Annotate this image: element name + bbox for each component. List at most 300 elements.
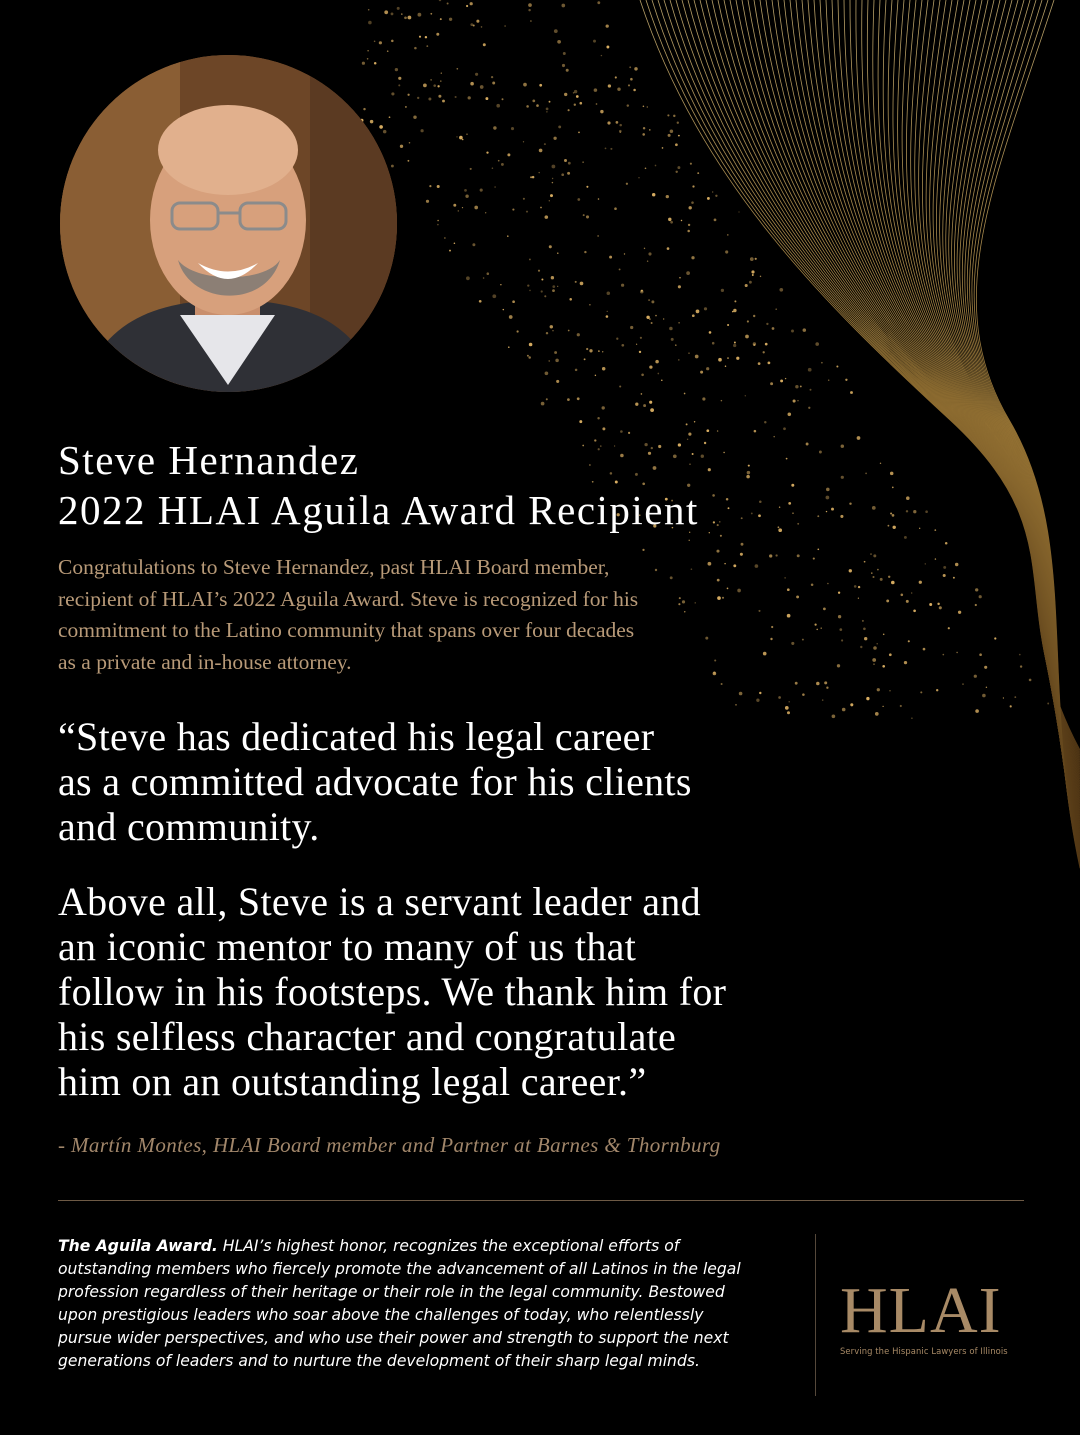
gold-particle xyxy=(493,126,496,129)
gold-particle xyxy=(745,335,749,339)
gold-particle xyxy=(621,344,624,347)
gold-particle xyxy=(709,532,710,533)
gold-particle xyxy=(849,502,851,504)
gold-particle xyxy=(567,172,570,175)
gold-particle xyxy=(646,316,649,319)
gold-particle xyxy=(583,214,585,216)
gold-particle xyxy=(667,114,669,116)
gold-particle xyxy=(541,278,543,280)
gold-particle xyxy=(943,574,946,577)
gold-particle xyxy=(417,97,419,99)
gold-particle xyxy=(900,705,902,707)
gold-particle xyxy=(633,89,636,92)
gold-particle xyxy=(544,143,546,145)
gold-particle xyxy=(568,109,570,111)
gold-particle xyxy=(550,194,553,197)
gold-particle xyxy=(826,496,830,500)
gold-particle xyxy=(479,300,482,303)
gold-particle xyxy=(456,136,457,137)
gold-particle xyxy=(906,600,909,603)
gold-particle xyxy=(532,176,535,179)
gold-particle xyxy=(728,507,730,509)
gold-particle xyxy=(892,514,895,517)
gold-particle xyxy=(526,105,529,108)
gold-particle xyxy=(496,104,500,108)
gold-particle xyxy=(836,365,838,367)
gold-particle xyxy=(419,36,421,38)
gold-particle xyxy=(687,230,690,233)
gold-particle xyxy=(802,693,805,696)
gold-particle xyxy=(607,292,611,296)
gold-particle xyxy=(647,106,648,107)
gold-particle xyxy=(466,276,470,280)
gold-particle xyxy=(536,104,539,107)
gold-particle xyxy=(555,359,559,363)
gold-particle xyxy=(379,125,383,129)
gold-particle xyxy=(766,323,768,325)
gold-particle xyxy=(498,160,500,162)
quote-line: and community. xyxy=(58,804,320,849)
intro-line: as a private and in-house attorney. xyxy=(58,649,352,674)
gold-particle xyxy=(575,281,577,283)
gold-particle xyxy=(691,256,694,259)
gold-particle xyxy=(362,62,365,65)
gold-particle xyxy=(476,20,479,23)
gold-particle xyxy=(882,665,885,668)
gold-particle xyxy=(695,355,699,359)
award-description xyxy=(58,1235,798,1373)
gold-particle xyxy=(541,402,545,406)
gold-particle xyxy=(707,197,710,200)
gold-particle xyxy=(850,703,853,706)
gold-particle xyxy=(655,165,657,167)
gold-particle xyxy=(602,351,603,352)
gold-particle xyxy=(475,73,478,76)
gold-particle xyxy=(456,68,458,70)
gold-particle xyxy=(751,270,754,273)
gold-particle xyxy=(529,258,531,260)
gold-particle xyxy=(721,289,724,292)
gold-particle xyxy=(1003,697,1004,698)
gold-particle xyxy=(686,271,690,275)
gold-particle xyxy=(958,611,961,614)
gold-particle xyxy=(552,289,555,292)
gold-particle xyxy=(549,101,551,103)
vertical-divider xyxy=(815,1234,816,1396)
gold-particle xyxy=(595,375,596,376)
gold-particle xyxy=(678,135,680,137)
gold-particle xyxy=(984,666,987,669)
gold-particle xyxy=(712,342,715,345)
gold-particle xyxy=(384,10,388,14)
gold-particle xyxy=(746,475,750,479)
gold-particle xyxy=(642,549,644,551)
gold-particle xyxy=(686,423,688,425)
gold-particle xyxy=(841,444,844,447)
gold-particle xyxy=(888,525,890,527)
gold-particle xyxy=(886,599,889,602)
gold-particle xyxy=(872,658,876,662)
gold-particle xyxy=(530,20,532,22)
gold-particle xyxy=(566,69,569,72)
gold-particle xyxy=(619,268,621,270)
gold-particle xyxy=(906,510,908,512)
gold-particle xyxy=(575,369,578,372)
gold-particle xyxy=(795,682,798,685)
gold-particle xyxy=(648,299,650,301)
quote-line: “Steve has dedicated his legal career xyxy=(58,714,655,759)
gold-particle xyxy=(563,52,566,55)
gold-particle xyxy=(975,709,979,713)
gold-particle xyxy=(753,342,756,345)
gold-particle xyxy=(552,165,556,169)
gold-particle xyxy=(692,314,695,317)
gold-particle xyxy=(643,127,645,129)
gold-particle xyxy=(643,404,646,407)
gold-particle xyxy=(745,395,746,396)
gold-particle xyxy=(474,206,478,210)
gold-particle xyxy=(913,609,916,612)
gold-particle xyxy=(549,245,552,248)
gold-particle xyxy=(502,98,504,100)
gold-particle xyxy=(492,294,496,298)
quote-line: his selfless character and congratulate xyxy=(58,1014,677,1059)
gold-particle xyxy=(615,76,617,78)
gold-particle xyxy=(678,322,680,324)
gold-particle xyxy=(865,473,867,475)
gold-particle xyxy=(858,586,860,588)
gold-particle xyxy=(487,272,490,275)
gold-particle xyxy=(576,95,579,98)
gold-particle xyxy=(546,108,549,111)
gold-particle xyxy=(395,68,398,71)
gold-particle xyxy=(511,127,514,130)
gold-particle xyxy=(670,129,674,133)
gold-particle xyxy=(480,189,483,192)
gold-particle xyxy=(449,18,452,21)
gold-particle xyxy=(752,274,754,276)
gold-particle xyxy=(573,92,575,94)
gold-particle xyxy=(486,151,488,153)
gold-particle xyxy=(934,529,936,531)
gold-particle xyxy=(791,484,794,487)
gold-particle xyxy=(974,675,977,678)
gold-particle xyxy=(747,471,750,474)
gold-particle xyxy=(870,553,872,555)
gold-particle xyxy=(733,309,736,312)
gold-particle xyxy=(462,139,464,141)
gold-particle xyxy=(561,4,565,8)
gold-particle xyxy=(795,385,798,388)
gold-particle xyxy=(577,198,580,201)
gold-particle xyxy=(890,472,894,476)
gold-particle xyxy=(748,465,750,467)
gold-particle xyxy=(662,147,664,149)
gold-particle xyxy=(589,304,591,306)
gold-particle xyxy=(413,115,416,118)
section-divider xyxy=(58,1200,1024,1201)
gold-particle xyxy=(597,1,600,4)
gold-particle xyxy=(754,430,757,433)
gold-particle xyxy=(426,200,429,203)
gold-particle xyxy=(892,487,894,489)
gold-particle xyxy=(925,563,926,564)
gold-particle xyxy=(880,578,883,581)
recipient-name: Steve Hernandez xyxy=(58,437,360,483)
gold-particle xyxy=(955,563,958,566)
gold-particle xyxy=(504,25,506,27)
gold-particle xyxy=(908,640,910,642)
gold-particle xyxy=(455,96,457,98)
gold-particle xyxy=(561,173,564,176)
gold-particle xyxy=(873,554,876,557)
gold-particle xyxy=(541,290,543,292)
gold-particle xyxy=(956,652,957,653)
gold-particle xyxy=(797,400,799,402)
gold-particle xyxy=(800,385,802,387)
gold-particle xyxy=(418,13,422,17)
gold-particle xyxy=(538,270,540,272)
gold-particle xyxy=(391,13,394,16)
gold-particle xyxy=(770,382,773,385)
gold-particle xyxy=(512,209,514,211)
gold-particle xyxy=(580,282,584,286)
gold-particle xyxy=(408,16,412,20)
gold-particle xyxy=(904,661,907,664)
gold-particle xyxy=(661,380,663,382)
gold-particle xyxy=(389,116,391,118)
gold-particle xyxy=(440,18,442,20)
gold-particle xyxy=(778,696,781,699)
gold-particle xyxy=(600,110,603,113)
gold-particle xyxy=(758,514,761,517)
gold-particle xyxy=(945,542,948,545)
gold-particle xyxy=(430,13,432,15)
gold-particle xyxy=(877,688,880,691)
gold-particle xyxy=(681,220,682,221)
gold-particle xyxy=(678,359,680,361)
gold-particle xyxy=(982,694,986,698)
award-line: pursue wider perspectives, and who use their power and strength to support the next xyxy=(58,1329,729,1347)
gold-particle xyxy=(564,93,567,96)
gold-particle xyxy=(1019,654,1021,656)
quote-line: follow in his footsteps. We thank him for xyxy=(58,969,727,1014)
gold-particle xyxy=(512,300,515,303)
gold-particle xyxy=(610,148,612,150)
gold-particle xyxy=(507,153,510,156)
gold-particle xyxy=(919,581,922,584)
gold-particle xyxy=(509,315,513,319)
gold-particle xyxy=(539,84,542,87)
gold-particle xyxy=(803,328,807,332)
gold-particle xyxy=(485,97,488,100)
gold-particle xyxy=(437,85,439,87)
gold-particle xyxy=(755,258,757,260)
gold-particle xyxy=(578,132,580,134)
gold-particle xyxy=(671,338,674,341)
gold-particle xyxy=(619,130,622,133)
gold-particle xyxy=(810,389,812,391)
gold-particle xyxy=(444,237,445,238)
gold-particle xyxy=(862,620,864,622)
gold-particle xyxy=(943,654,945,656)
gold-particle xyxy=(425,36,427,38)
gold-particle xyxy=(747,320,749,322)
gold-particle xyxy=(433,84,436,87)
gold-particle xyxy=(453,204,456,207)
gold-particle xyxy=(779,288,783,292)
gold-particle xyxy=(617,87,620,90)
gold-particle xyxy=(568,330,570,332)
gold-particle xyxy=(733,344,736,347)
gold-particle xyxy=(577,333,580,336)
gold-particle xyxy=(763,351,765,353)
gold-particle xyxy=(492,167,494,169)
gold-particle xyxy=(975,604,977,606)
gold-particle xyxy=(962,683,963,684)
intro-paragraph xyxy=(58,552,858,678)
gold-particle xyxy=(383,130,387,134)
gold-particle xyxy=(549,200,550,201)
gold-particle xyxy=(866,697,869,700)
gold-particle xyxy=(684,393,686,395)
gold-particle xyxy=(430,79,431,80)
gold-particle xyxy=(401,13,403,15)
gold-particle xyxy=(651,300,654,303)
gold-particle xyxy=(551,276,554,279)
gold-particle xyxy=(552,178,553,179)
gold-particle xyxy=(760,276,761,277)
gold-particle xyxy=(1020,665,1022,667)
gold-particle xyxy=(979,595,982,598)
gold-particle xyxy=(607,311,608,312)
gold-particle xyxy=(640,290,643,293)
gold-particle xyxy=(943,566,946,569)
gold-particle xyxy=(391,92,394,95)
gold-particle xyxy=(727,357,729,359)
gold-particle xyxy=(668,218,671,221)
gold-particle xyxy=(655,360,659,364)
gold-particle xyxy=(935,558,936,559)
gold-particle xyxy=(616,121,619,124)
gold-particle xyxy=(567,398,570,401)
gold-particle xyxy=(739,692,743,696)
gold-particle xyxy=(470,2,473,5)
gold-particle xyxy=(429,185,431,187)
gold-particle xyxy=(785,378,786,379)
gold-particle xyxy=(574,104,576,106)
gold-particle xyxy=(923,648,926,651)
gold-particle xyxy=(808,407,810,409)
gold-particle xyxy=(845,379,847,381)
gold-particle xyxy=(712,494,715,497)
gold-particle xyxy=(367,58,369,60)
gold-particle xyxy=(948,627,950,629)
gold-particle xyxy=(641,393,643,395)
gold-particle xyxy=(447,3,449,5)
gold-particle xyxy=(880,463,881,464)
gold-particle xyxy=(904,536,907,539)
gold-particle xyxy=(643,106,645,108)
gold-particle xyxy=(546,111,547,112)
gold-particle xyxy=(619,385,621,387)
gold-particle xyxy=(788,701,790,703)
gold-particle xyxy=(889,653,892,656)
gold-particle xyxy=(557,40,561,44)
gold-particle xyxy=(577,397,580,400)
gold-particle xyxy=(414,47,417,50)
gold-particle xyxy=(638,177,639,178)
gold-particle xyxy=(641,374,644,377)
gold-particle xyxy=(817,548,819,550)
gold-particle xyxy=(579,102,582,105)
gold-particle xyxy=(620,430,623,433)
gold-particle xyxy=(464,189,467,192)
award-line: generations of leaders and to nurture the development of their sharp legal minds. xyxy=(58,1352,700,1370)
gold-particle xyxy=(594,88,598,92)
gold-particle xyxy=(911,592,912,593)
gold-particle xyxy=(556,380,559,383)
gold-particle xyxy=(398,77,401,80)
gold-particle xyxy=(608,84,611,87)
gold-particle xyxy=(901,594,904,597)
gold-particle xyxy=(797,523,799,525)
gold-particle xyxy=(840,515,843,518)
gold-particle xyxy=(468,96,471,99)
gold-particle xyxy=(507,235,509,237)
gold-particle xyxy=(717,430,719,432)
gold-particle xyxy=(772,327,775,330)
gold-particle xyxy=(552,182,553,183)
gold-particle xyxy=(409,142,411,144)
gold-particle xyxy=(689,206,692,209)
gold-particle xyxy=(819,451,822,454)
gold-particle xyxy=(528,356,531,359)
gold-particle xyxy=(530,176,532,178)
gold-particle xyxy=(753,315,755,317)
gold-particle xyxy=(741,543,744,546)
gold-particle xyxy=(470,82,474,86)
gold-particle xyxy=(741,517,743,519)
gold-particle xyxy=(706,367,709,370)
gold-particle xyxy=(550,325,553,328)
gold-particle xyxy=(925,510,928,513)
gold-particle xyxy=(485,212,486,213)
gold-particle xyxy=(692,185,694,187)
gold-particle xyxy=(569,298,572,301)
gold-particle xyxy=(718,358,722,362)
gold-particle xyxy=(863,627,866,630)
gold-particle xyxy=(675,344,677,346)
gold-particle xyxy=(702,397,705,400)
award-heading: The Aguila Award. xyxy=(58,1237,218,1255)
gold-particle xyxy=(379,41,382,44)
gold-particle xyxy=(540,207,542,209)
gold-particle xyxy=(749,281,752,284)
gold-particle xyxy=(786,458,788,460)
gold-particle xyxy=(857,436,861,440)
gold-particle xyxy=(655,315,657,317)
gold-particle xyxy=(668,134,671,137)
gold-particle xyxy=(437,185,440,188)
gold-particle xyxy=(826,488,830,492)
gold-particle xyxy=(407,94,409,96)
gold-particle xyxy=(546,398,548,400)
quote-line: as a committed advocate for his clients xyxy=(58,759,692,804)
gold-particle xyxy=(673,115,675,117)
gold-particle xyxy=(491,76,493,78)
gold-particle xyxy=(582,161,583,162)
